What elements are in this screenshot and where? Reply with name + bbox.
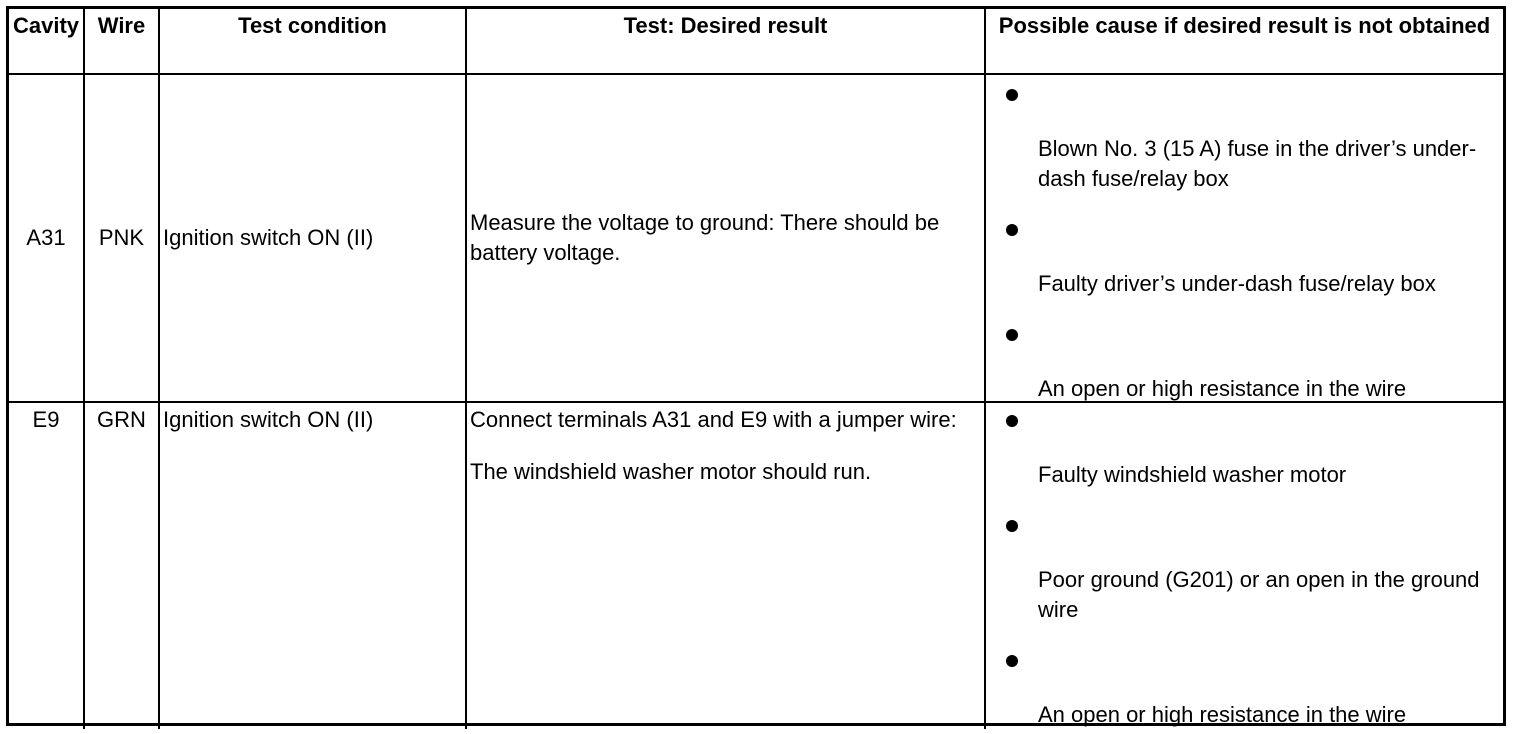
test-condition-cell: Ignition switch ON (II) — [159, 74, 466, 402]
header-test-condition: Test condition — [159, 9, 466, 74]
bullet-icon — [1006, 520, 1018, 532]
cause-text: Faulty windshield washer motor — [1038, 462, 1347, 487]
header-wire: Wire — [84, 9, 159, 74]
header-cavity: Cavity — [9, 9, 84, 74]
desired-result-expectation: The windshield washer motor should run. — [470, 459, 872, 484]
header-possible-cause: Possible cause if desired result is not obtained — [985, 9, 1503, 74]
cavity-cell: E9 — [9, 402, 84, 729]
desired-result-cell: Measure the voltage to ground: There should be battery voltage. — [466, 74, 985, 402]
diagnostic-table-sheet — [6, 6, 1506, 726]
test-condition-cell: Ignition switch ON (II) — [159, 402, 466, 729]
desired-result-cell — [466, 402, 985, 729]
bullet-icon — [1006, 415, 1018, 427]
cause-text: Blown No. 3 (15 A) fuse in the driver’s under-dash fuse/relay box — [1038, 136, 1477, 191]
wire-cell: PNK — [84, 74, 159, 402]
cause-text: Faulty driver’s under-dash fuse/relay box — [1038, 271, 1436, 296]
bullet-icon — [1006, 655, 1018, 667]
wire-cell: GRN — [84, 402, 159, 729]
possible-cause-cell — [985, 402, 1503, 729]
possible-cause-cell — [985, 74, 1503, 402]
bullet-icon — [1006, 224, 1018, 236]
cause-text: An open or high resistance in the wire — [1038, 702, 1407, 727]
header-row — [9, 9, 1503, 74]
bullet-icon — [1006, 89, 1018, 101]
table-row — [9, 74, 1503, 402]
cause-list — [986, 75, 1503, 401]
bullet-icon — [1006, 329, 1018, 341]
cavity-cell: A31 — [9, 74, 84, 402]
table-row — [9, 402, 1503, 729]
cause-list — [986, 403, 1503, 729]
cause-text: An open or high resistance in the wire — [1038, 376, 1407, 401]
diagnostic-table — [9, 9, 1503, 729]
header-desired-result: Test: Desired result — [466, 9, 985, 74]
cause-text: Poor ground (G201) or an open in the ground wire — [1038, 567, 1480, 622]
desired-result-instruction: Connect terminals A31 and E9 with a jumper wire: — [470, 407, 957, 432]
